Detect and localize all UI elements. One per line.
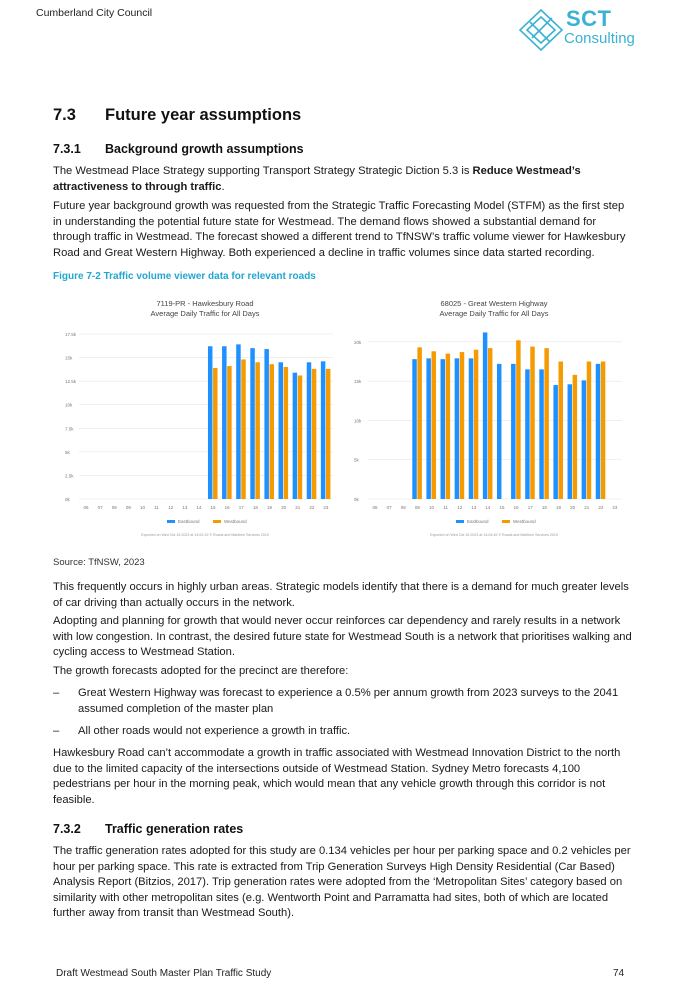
y-tick-label: 10k [354, 418, 362, 424]
subsection-heading-2 [53, 822, 243, 836]
x-tick-label: 19 [555, 505, 562, 510]
bar-eastbound [553, 385, 557, 499]
x-tick-label: 21 [584, 505, 590, 510]
bar-westbound [516, 340, 520, 499]
logo-text-consulting: Consulting [564, 30, 635, 47]
sct-logo [518, 8, 648, 52]
subsection-number-2: 7.3.2 [53, 822, 81, 836]
x-tick-label: 17 [527, 505, 533, 510]
x-tick-label: 08 [111, 505, 117, 510]
bar-westbound [312, 369, 316, 499]
paragraph-hawkesbury-capacity: Hawkesbury Road can’t accommodate a growth in traffic associated with Westmead Innovation District to the north due to the limited capacity of the intersections outside of Westmead Station. Sydney Metro forecasts 4,100 pedestrians per hour in the morning peak, which would mean that any vehicle growth through this corridor is not feasible. [53, 747, 621, 806]
chart-subtitle: Average Daily Traffic for All Days [150, 309, 260, 318]
bullet-item [53, 686, 643, 718]
x-tick-label: 16 [513, 505, 519, 510]
bar-eastbound [250, 348, 254, 499]
bar-eastbound [469, 358, 473, 499]
diamond-mark-icon [518, 8, 564, 52]
x-tick-label: 14 [485, 505, 491, 510]
bar-westbound [255, 362, 259, 499]
bar-westbound [417, 347, 421, 499]
x-tick-label: 16 [224, 505, 230, 510]
chart-footnote: Exported on Wed Oct 18 2023 at 14:04:45 © Roads and Maritime Services 2019 [430, 533, 558, 537]
section-heading [53, 106, 301, 125]
x-tick-label: 15 [210, 505, 216, 510]
page-number: 74 [613, 968, 625, 979]
x-tick-label: 07 [97, 505, 103, 510]
logo-text-sct: SCT [566, 6, 612, 31]
y-tick-label: 7.5k [65, 426, 74, 432]
x-tick-label: 09 [414, 505, 420, 510]
paragraph-strategy-end: . [221, 180, 225, 193]
bar-eastbound [455, 358, 459, 499]
paragraph-strategy-text: The Westmead Place Strategy supporting Transport Strategy Strategic Diction 5.3 is [53, 165, 473, 177]
y-tick-label: 15k [65, 355, 73, 361]
subsection-title-2: Traffic generation rates [105, 822, 244, 836]
paragraph-background-growth: Future year background growth was requested from the Strategic Traffic Forecasting Model (STFM) as the first step in understanding the potential future state for Westmead. The demand flows showed a substantial demand for through traffic in Westmead. The forecast showed a different trend to TfNSW’s traffic volume viewer for Hawkesbury Road and Great Western Highway. Both experienced a decline in traffic volumes since data started recording. [53, 200, 626, 259]
bar-westbound [587, 362, 591, 500]
legend-swatch-westbound [502, 520, 510, 523]
bar-eastbound [568, 384, 572, 499]
bar-westbound [544, 348, 548, 499]
legend-label-westbound: Westbound [224, 519, 247, 524]
x-tick-label: 18 [252, 505, 258, 510]
section-number: 7.3 [53, 106, 76, 124]
bar-westbound [573, 375, 577, 499]
subsection-heading-1 [53, 142, 304, 156]
bar-eastbound [279, 362, 283, 499]
bullet-marker: – [53, 687, 60, 699]
x-tick-label: 10 [139, 505, 146, 510]
legend-swatch-westbound [213, 520, 221, 523]
bar-westbound [530, 347, 534, 499]
x-tick-label: 06 [372, 505, 378, 510]
y-tick-label: 20k [354, 339, 362, 345]
x-tick-label: 22 [598, 505, 604, 510]
bar-eastbound [412, 359, 416, 499]
legend-label-eastbound: Eastbound [467, 519, 489, 524]
bar-westbound [270, 364, 274, 499]
bullet-item [53, 724, 643, 742]
bar-westbound [227, 366, 231, 499]
bar-eastbound [426, 358, 430, 499]
y-tick-label: 12.5k [65, 379, 77, 385]
y-tick-label: 5k [65, 449, 70, 455]
bar-eastbound [208, 346, 212, 499]
chart-footnote: Exported on Wed Oct 18 2023 at 14:02:19 © Roads and Maritime Services 2019 [141, 533, 269, 537]
x-tick-label: 15 [499, 505, 505, 510]
bar-westbound [298, 375, 302, 499]
x-tick-label: 11 [443, 505, 448, 510]
bullet-text: All other roads would not experience a growth in traffic. [78, 725, 351, 737]
bar-westbound [326, 369, 330, 499]
y-tick-label: 10k [65, 402, 73, 408]
y-tick-label: 17.5k [65, 332, 77, 337]
paragraph-strategy-bold: Reduce Westmead’s attractiveness to through traffic [53, 165, 581, 193]
x-tick-label: 18 [541, 505, 547, 510]
bullet-text: Great Western Highway was forecast to experience a 0.5% per annum growth from 2023 surveys to the 2041 assumed completion of the master plan [78, 687, 619, 715]
y-tick-label: 15k [354, 379, 362, 385]
x-tick-label: 11 [154, 505, 159, 510]
bar-westbound [446, 354, 450, 499]
chart-title: 7119-PR - Hawkesbury Road [156, 299, 254, 308]
x-tick-label: 09 [125, 505, 131, 510]
footer-document-title: Draft Westmead South Master Plan Traffic Study [56, 968, 272, 979]
paragraph-strategy [53, 164, 633, 195]
figure-caption: Figure 7-2 Traffic volume viewer data for relevant roads [53, 271, 316, 282]
legend-label-eastbound: Eastbound [178, 519, 200, 524]
subsection-number-1: 7.3.1 [53, 142, 81, 156]
chart-subtitle: Average Daily Traffic for All Days [439, 309, 549, 318]
bar-eastbound [236, 344, 240, 499]
x-tick-label: 19 [266, 505, 273, 510]
x-tick-label: 22 [309, 505, 315, 510]
chart-title: 68025 - Great Western Highway [440, 299, 548, 308]
legend-swatch-eastbound [456, 520, 464, 523]
bar-westbound [488, 348, 492, 499]
x-tick-label: 13 [471, 505, 477, 510]
y-tick-label: 2.5k [65, 473, 74, 479]
paragraph-urban-areas: This frequently occurs in highly urban areas. Strategic models identify that there is a demand for much greater levels of car driving than actually occurs in the network. [53, 581, 629, 609]
bar-eastbound [596, 364, 600, 499]
y-tick-label: 5k [354, 457, 359, 463]
legend-label-westbound: Westbound [513, 519, 536, 524]
section-title: Future year assumptions [105, 106, 302, 124]
bar-eastbound [264, 349, 268, 499]
bar-westbound [432, 351, 436, 499]
bar-westbound [460, 352, 464, 499]
chart-hawkesbury-road [53, 296, 341, 546]
x-tick-label: 23 [323, 505, 329, 510]
paragraph-growth-intro: The growth forecasts adopted for the precinct are therefore: [53, 665, 349, 677]
chart-hawkesbury-svg [53, 296, 341, 546]
bar-eastbound [222, 346, 226, 499]
legend-swatch-eastbound [167, 520, 175, 523]
x-tick-label: 23 [612, 505, 618, 510]
x-tick-label: 12 [168, 505, 174, 510]
bar-westbound [213, 368, 217, 499]
x-tick-label: 14 [196, 505, 202, 510]
x-tick-label: 06 [83, 505, 89, 510]
bar-eastbound [441, 359, 445, 499]
y-tick-label: 0k [354, 497, 359, 502]
bar-eastbound [497, 364, 501, 499]
x-tick-label: 08 [400, 505, 406, 510]
bar-eastbound [539, 369, 543, 499]
x-tick-label: 07 [386, 505, 392, 510]
bar-eastbound [511, 364, 515, 499]
figure-source: Source: TfNSW, 2023 [53, 557, 145, 568]
bar-westbound [559, 362, 563, 500]
bullet-marker: – [53, 725, 60, 737]
bar-eastbound [582, 380, 586, 499]
x-tick-label: 17 [238, 505, 244, 510]
bar-eastbound [525, 369, 529, 499]
council-name: Cumberland City Council [36, 7, 153, 19]
paragraph-trip-generation: The traffic generation rates adopted for this study are 0.134 vehicles per hour per parking space and 0.2 vehicles per hour per parking space. This rate is extracted from Trip Generation Surveys High Density Residential (Car Based) Analysis Report (Bitzios, 2017). Trip generation rates were adopted from the ‘Metropolitan Sites’ category based on similarity with other metropolitan sites (e.g. Wentworth Point and Parramatta had sites, both of which are located further away from transit than Westmead South). [53, 845, 631, 919]
y-tick-label: 0k [65, 497, 70, 502]
paragraph-car-dependency: Adopting and planning for growth that would never occur reinforces car dependency and rarely results in a network with low congestion. In contrast, the desired future state for Westmead South is a network that prioritises walking and cycling access to Westmead Station. [53, 615, 632, 658]
x-tick-label: 20 [281, 505, 287, 510]
x-tick-label: 21 [295, 505, 301, 510]
chart-gwh-svg [342, 296, 630, 546]
x-tick-label: 10 [428, 505, 435, 510]
subsection-title-1: Background growth assumptions [105, 142, 304, 156]
bar-westbound [241, 359, 245, 499]
bar-westbound [284, 367, 288, 499]
bar-eastbound [321, 361, 325, 499]
bar-westbound [601, 362, 605, 500]
chart-great-western-highway [342, 296, 630, 546]
bar-eastbound [307, 362, 311, 499]
x-tick-label: 20 [570, 505, 576, 510]
x-tick-label: 12 [457, 505, 463, 510]
bar-eastbound [483, 332, 487, 499]
x-tick-label: 13 [182, 505, 188, 510]
bar-eastbound [293, 373, 297, 499]
bar-westbound [474, 350, 478, 499]
